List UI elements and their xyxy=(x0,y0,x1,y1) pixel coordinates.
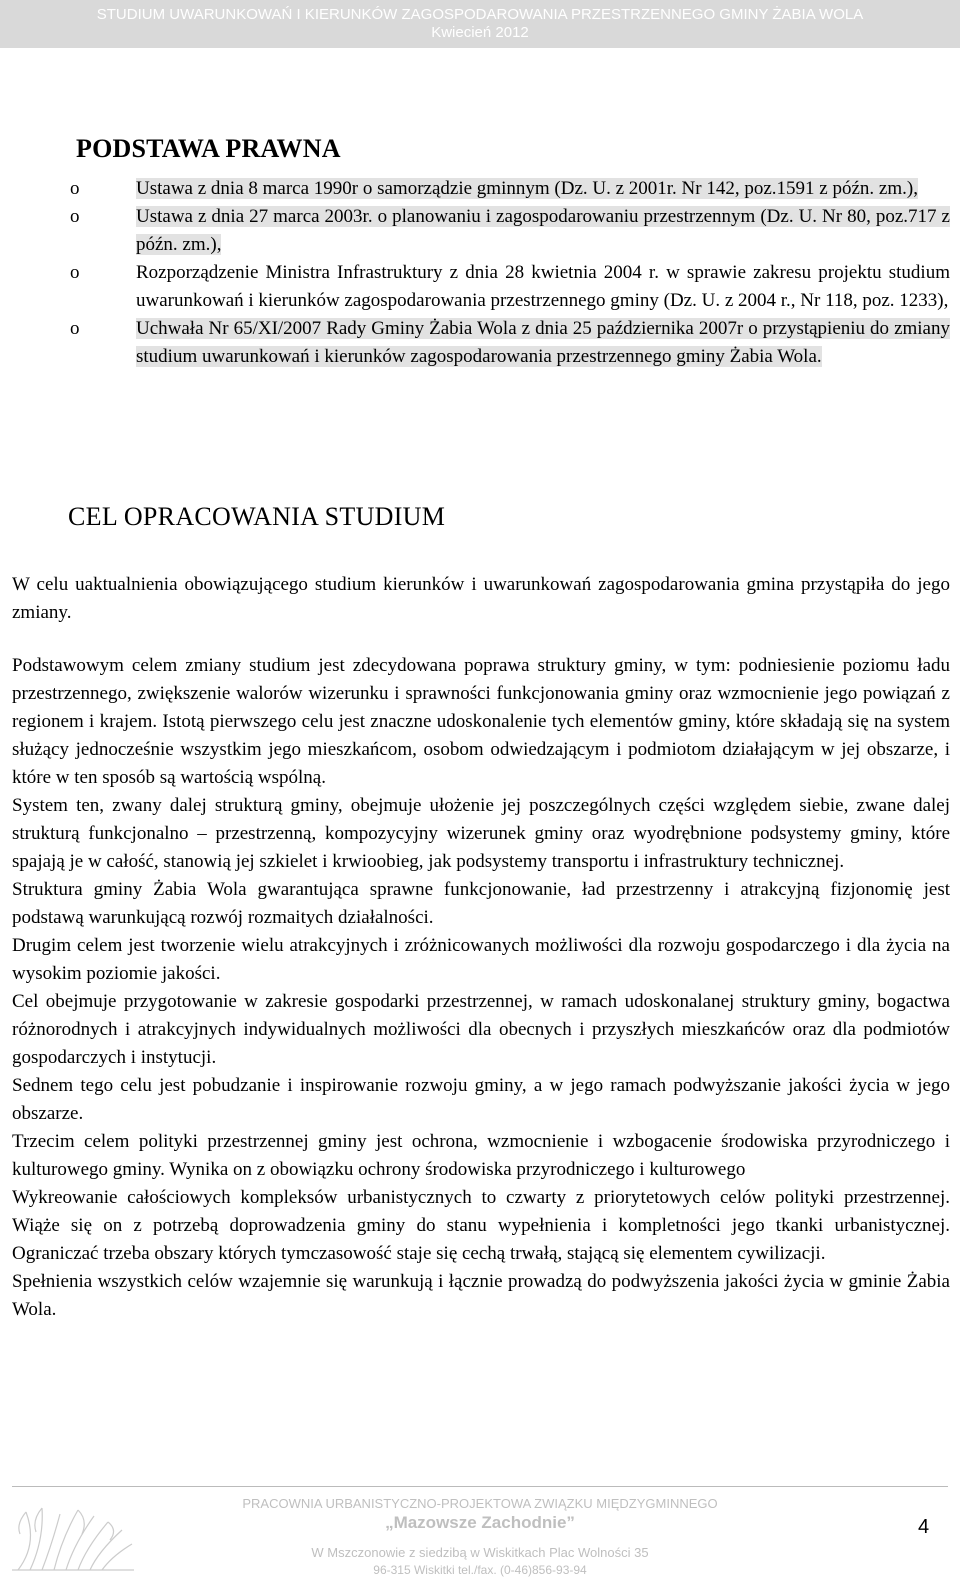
bullet-icon: o xyxy=(70,262,80,283)
footer-name: „Mazowsze Zachodnie” xyxy=(385,1513,575,1532)
paragraph: Trzecim celem polityki przestrzennej gminy jest ochrona, wzmocnienie i wzbogacenie środowiska przyrodniczego i kulturowego gminy. Wynika on z obowiązku ochrony środowiska przyrodniczego i kulturowego xyxy=(12,1131,950,1180)
purpose-body xyxy=(12,652,950,1324)
paragraph: Struktura gminy Żabia Wola gwarantująca sprawne funkcjonowanie, ład przestrzenny i atrakcyjną fizjonomię jest podstawą warunkującą rozwój rozmaitych działalności. xyxy=(12,879,950,928)
page-header xyxy=(0,0,960,48)
bullet-icon: o xyxy=(70,206,80,227)
legal-basis-list xyxy=(70,175,950,371)
footer-address: W Mszczonowie z siedzibą w Wiskitkach Plac Wolności 35 xyxy=(311,1545,649,1560)
purpose-heading: CEL OPRACOWANIA STUDIUM xyxy=(68,502,446,531)
paragraph: Wykreowanie całościowych kompleksów urbanistycznych to czwarty z priorytetowych celów polityki przestrzennej. Wiąże się on z potrzebą doprowadzenia gminy do stanu wypełnienia i kompletności jego tkanki urbanistycznej. Ograniczać trzeba obszary których tymczasowość staje się cechą trwałą, stającą się elementem cywilizacji. xyxy=(12,1187,950,1264)
paragraph: Cel obejmuje przygotowanie w zakresie gospodarki przestrzennej, w ramach udoskonalanej struktury gminy, bogactwa różnorodnych i atrakcyjnych indywidualnych możliwości dla obecnych i przyszłych mieszkańców oraz dla podmiotów gospodarczych i instytucji. xyxy=(12,991,950,1068)
legal-basis-heading: PODSTAWA PRAWNA xyxy=(76,134,341,163)
reed-logo-icon xyxy=(8,1504,138,1574)
footer-org: PRACOWNIA URBANISTYCZNO-PROJEKTOWA ZWIĄZKU MIĘDZYGMINNEGO xyxy=(242,1496,718,1511)
list-item: o Uchwała Nr 65/XI/2007 Rady Gminy Żabia Wola z dnia 25 października 2007r o przystąpieniu do zmiany studium uwarunkowań i kierunków zagospodarowania przestrzennego gminy Żabia Wola. xyxy=(70,315,950,371)
paragraph: Sednem tego celu jest pobudzanie i inspirowanie rozwoju gminy, a w jego ramach podwyższanie jakości życia w jego obszarze. xyxy=(12,1075,950,1124)
footer-divider xyxy=(12,1486,948,1487)
footer-text xyxy=(180,1496,780,1578)
page-number: 4 xyxy=(918,1516,930,1538)
paragraph: Drugim celem jest tworzenie wielu atrakcyjnych i zróżnicowanych możliwości dla rozwoju gospodarczego i dla życia na wysokim poziomie jakości. xyxy=(12,935,950,984)
paragraph: Spełnienia wszystkich celów wzajemnie się warunkują i łącznie prowadzą do podwyższenia jakości życia w gminie Żabia Wola. xyxy=(12,1271,950,1320)
paragraph: Podstawowym celem zmiany studium jest zdecydowana poprawa struktury gminy, w tym: podniesienie poziomu ładu przestrzennego, zwiększenie walorów wizerunku i sprawności funkcjonowania gminy oraz wzmocnienie jego powiązań z regionem i krajem. Istotą pierwszego celu jest znaczne udoskonalenie tych elementów gminy, które składają się na system służący jednocześnie wszystkim jego mieszkańcom, osobom odwiedzającym i podmiotom działającym w jej obszarze, i które w ten sposób są wartością wspólną. xyxy=(12,655,950,788)
page-footer xyxy=(0,1486,960,1592)
list-item: o Ustawa z dnia 27 marca 2003r. o planowaniu i zagospodarowaniu przestrzennym (Dz. U. Nr 80, poz.717 z późn. zm.), xyxy=(70,203,950,259)
header-date: Kwiecień 2012 xyxy=(431,24,529,41)
header-title: STUDIUM UWARUNKOWAŃ I KIERUNKÓW ZAGOSPODAROWANIA PRZESTRZENNEGO GMINY ŻABIA WOLA xyxy=(96,6,864,23)
bullet-icon: o xyxy=(70,318,80,339)
list-item: o Rozporządzenie Ministra Infrastruktury z dnia 28 kwietnia 2004 r. w sprawie zakresu projektu studium uwarunkowań i kierunków zagospodarowania przestrzennego gminy (Dz. U. z 2004 r., Nr 118, poz. 1233), xyxy=(70,259,950,315)
paragraph: System ten, zwany dalej strukturą gminy, obejmuje ułożenie jej poszczególnych części względem siebie, zwane dalej strukturą funkcjonalno – przestrzenną, kompozycyjny wizerunek gminy oraz wyodrębnione podsystemy gminy, które spajają je w całość, stanowią jej szkielet i krwioobieg, jak podsystemy transportu i infrastruktury technicznej. xyxy=(12,795,950,872)
purpose-intro: W celu uaktualnienia obowiązującego studium kierunków i uwarunkowań zagospodarowania gmina przystąpiła do jego zmiany. xyxy=(12,574,950,623)
footer-contact: 96-315 Wiskitki tel./fax. (0-46)856-93-94 xyxy=(373,1563,587,1577)
bullet-icon: o xyxy=(70,178,80,199)
list-item: o Ustawa z dnia 8 marca 1990r o samorządzie gminnym (Dz. U. z 2001r. Nr 142, poz.1591 z późn. zm.), xyxy=(70,175,950,203)
